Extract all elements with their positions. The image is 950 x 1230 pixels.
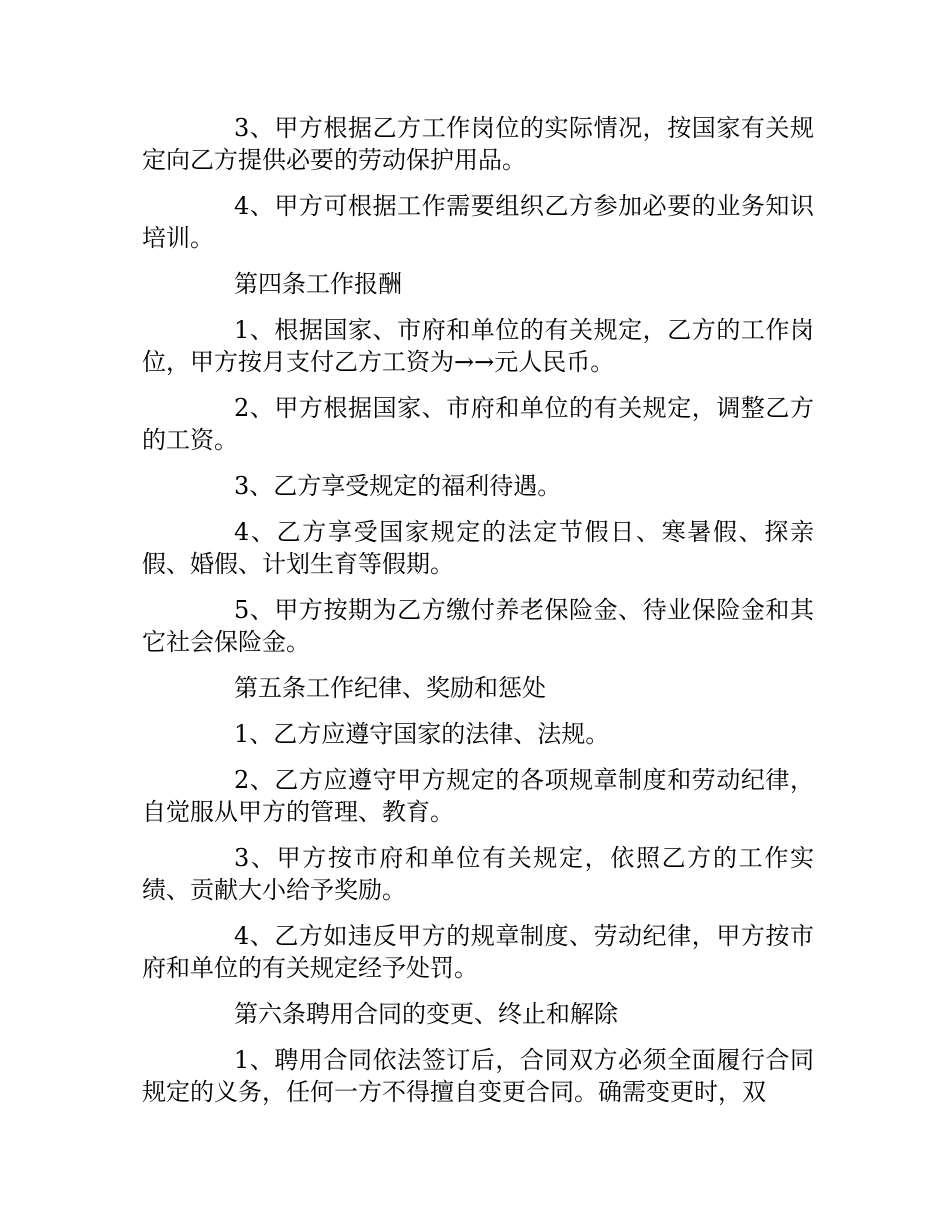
paragraph-contract-change: 1、聘用合同依法签订后，合同双方必须全面履行合同规定的义务，任何一方不得擅自变更合同。确需变更时，双 bbox=[142, 1046, 814, 1106]
paragraph-insurance: 5、甲方按期为乙方缴付养老保险金、待业保险金和其它社会保险金。 bbox=[142, 596, 814, 656]
paragraph-salary: 1、根据国家、市府和单位的有关规定，乙方的工作岗位，甲方按月支付乙方工资为→→元人民币。 bbox=[142, 316, 814, 376]
paragraph-rules: 2、乙方应遵守甲方规定的各项规章制度和劳动纪律，自觉服从甲方的管理、教育。 bbox=[142, 766, 814, 826]
section-heading-article-6: 第六条聘用合同的变更、终止和解除 bbox=[234, 1000, 618, 1028]
paragraph-training: 4、甲方可根据工作需要组织乙方参加必要的业务知识培训。 bbox=[142, 192, 814, 252]
paragraph-salary-adjust: 2、甲方根据国家、市府和单位的有关规定，调整乙方的工资。 bbox=[142, 394, 814, 454]
paragraph-holidays: 4、乙方享受国家规定的法定节假日、寒暑假、探亲假、婚假、计划生育等假期。 bbox=[142, 518, 814, 578]
paragraph-rewards: 3、甲方按市府和单位有关规定，依照乙方的工作实绩、贡献大小给予奖励。 bbox=[142, 844, 814, 904]
section-heading-article-4: 第四条工作报酬 bbox=[234, 270, 402, 298]
document-body bbox=[142, 112, 814, 1122]
paragraph-law: 1、乙方应遵守国家的法律、法规。 bbox=[234, 720, 610, 748]
section-heading-article-5: 第五条工作纪律、奖励和惩处 bbox=[234, 674, 546, 702]
paragraph-equipment: 3、甲方根据乙方工作岗位的实际情况，按国家有关规定向乙方提供必要的劳动保护用品。 bbox=[142, 114, 814, 174]
paragraph-welfare: 3、乙方享受规定的福利待遇。 bbox=[234, 472, 562, 500]
paragraph-penalties: 4、乙方如违反甲方的规章制度、劳动纪律，甲方按市府和单位的有关规定经予处罚。 bbox=[142, 922, 814, 982]
